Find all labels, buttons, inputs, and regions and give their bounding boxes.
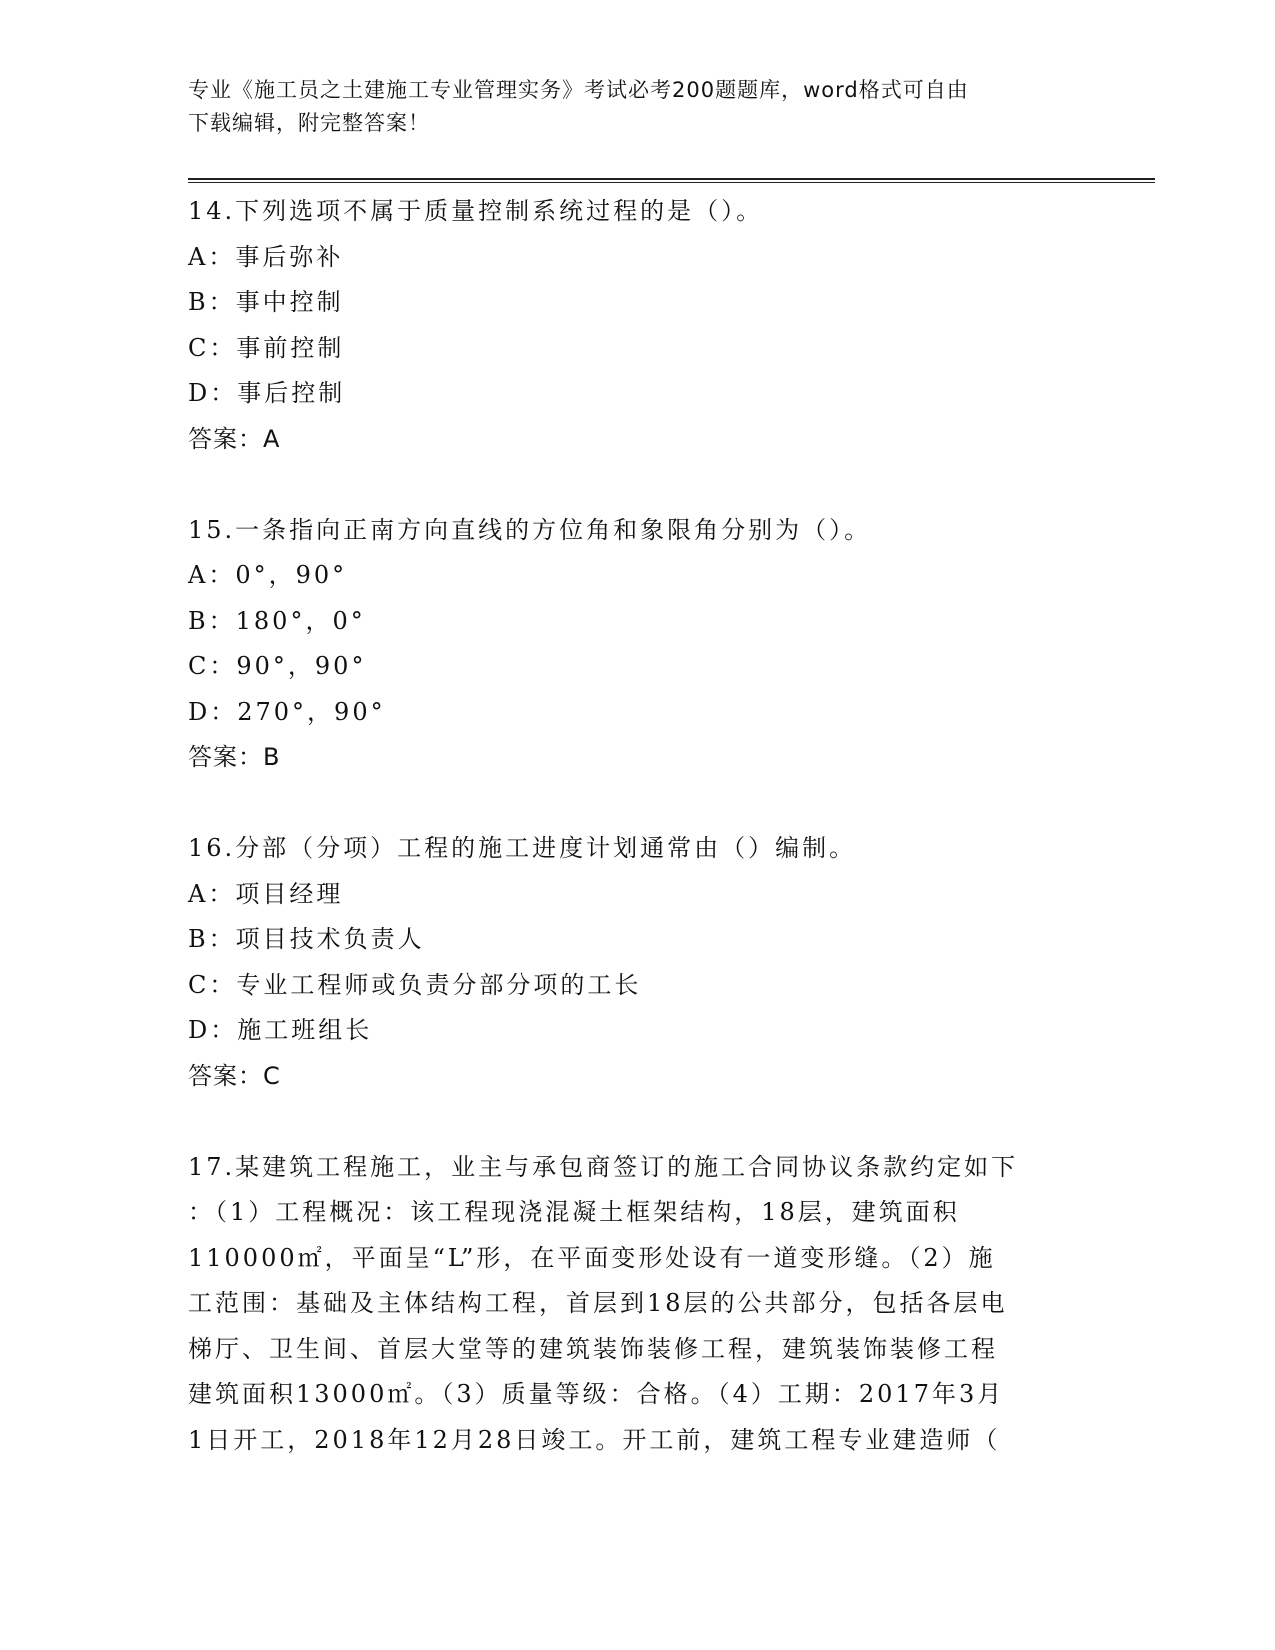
option-c: C：事前控制 [188,333,345,362]
question-stem: 16.分部（分项）工程的施工进度计划通常由（）编制。 [188,834,857,862]
paragraph-line: 建筑面积13000㎡。（3）质量等级：合格。（4）工期：2017年3月 [188,1380,1005,1408]
paragraph-line: 梯厅、卫生间、首层大堂等的建筑装饰装修工程，建筑装饰装修工程 [188,1334,998,1363]
header-line-2: 下载编辑，附完整答案！ [188,111,430,135]
paragraph-line: ：（1）工程概况：该工程现浇混凝土框架结构，18层，建筑面积 [188,1198,960,1226]
option-a: A：事后弥补 [188,242,344,271]
spacer [188,1099,1088,1145]
question-stem: 14.下列选项不属于质量控制系统过程的是（）。 [188,197,764,225]
question-list [188,189,1088,1463]
spacer [188,462,1088,508]
option-c: C：90°，90° [188,652,367,680]
answer-line: 答案：B [188,743,281,771]
option-d: D：施工班组长 [188,1016,373,1044]
question-16 [188,826,1088,1099]
paragraph-line: 工范围：基础及主体结构工程，首层到18层的公共部分，包括各层电 [188,1289,1008,1317]
option-a: A：项目经理 [188,879,344,908]
header-divider [188,178,1155,183]
header-line-1: 专业《施工员之土建施工专业管理实务》考试必考200题题库，word格式可自由 [188,78,969,102]
question-15 [188,508,1088,781]
answer-line: 答案：A [188,424,281,453]
option-c: C：专业工程师或负责分部分项的工长 [188,970,642,999]
question-17 [188,1145,1068,1464]
option-d: D：事后控制 [188,379,346,407]
document-header [188,74,1088,140]
option-b: B：事中控制 [188,288,344,316]
paragraph-line: 17.某建筑工程施工，业主与承包商签订的施工合同协议条款约定如下 [188,1152,1019,1181]
option-d: D：270°，90° [188,697,386,726]
paragraph-line: 110000㎡，平面呈“L”形，在平面变形处设有一道变形缝。（2）施 [188,1243,996,1272]
question-stem: 15.一条指向正南方向直线的方位角和象限角分别为（）。 [188,515,872,544]
paragraph-line: 1日开工，2018年12月28日竣工。开工前，建筑工程专业建造师（ [188,1425,1001,1454]
spacer [188,781,1088,827]
option-a: A：0°，90° [188,561,348,589]
option-b: B：项目技术负责人 [188,925,425,953]
option-b: B：180°，0° [188,606,366,635]
question-14 [188,189,1088,462]
answer-line: 答案：C [188,1061,281,1090]
